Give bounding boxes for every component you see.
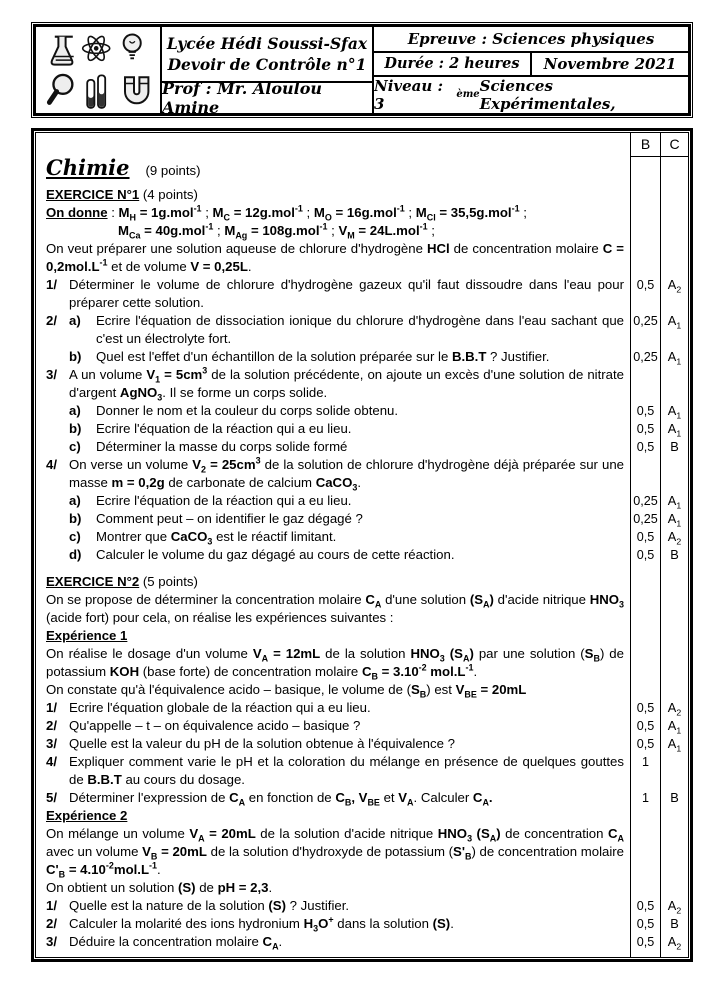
question-text: 2/ Qu'appelle – t – on équivalence acido – basique ? [46, 718, 361, 733]
competency-cell: $A_1$ [660, 348, 688, 366]
mark-cell [630, 807, 660, 825]
question-text: On veut préparer une solution aqueuse de chlorure d'hydrogène HCl de concentration molaire $C = 0,2mol.L^{-1}$ et de volume V = 0,25L. [46, 241, 625, 274]
given-data-line-2 [36, 222, 688, 240]
question-text: On constate qu'à l'équivalence acido – basique, le volume de $(S_B)$ est $V_{BE} = 20mL$ [46, 682, 527, 700]
competency-cell [660, 222, 688, 240]
grade-column-b-header: B [630, 133, 660, 157]
competency-cell [660, 825, 688, 879]
competency-cell [660, 753, 688, 789]
e2-q4 [36, 753, 688, 789]
question-text: EXERCICE N°2 (5 points) [46, 574, 198, 589]
question-text [36, 807, 630, 825]
exp2-intro-1 [36, 825, 688, 879]
level-label: Niveau : 3 ème Sciences Expérimentales, [374, 77, 616, 113]
mark-cell: 0,5 [630, 897, 660, 915]
question-text [36, 157, 630, 184]
e2-q3 [36, 735, 688, 753]
e1-q3 [36, 366, 688, 402]
exam-body [31, 128, 693, 962]
mark-cell: 0,5 [630, 915, 660, 933]
question-number: 2/ [46, 313, 57, 328]
question-text: $M_{Ca} = 40g.mol^{-1}$ ; $M_{Ag} = 108g.mol^{-1}$ ; $V_M = 24L.mol^{-1}$ ; [118, 221, 435, 241]
question-text: On réalise le dosage d'un volume $V_A = 12mL$ de la solution $HNO_3$ $(S_A)$ par une solution $(S_B)$ de potassium KOH (base forte) de concentration molaire $C_B = 3.10^{-2}$ $mol.L^{-1}$. [46, 646, 624, 682]
competency-cell: $A_2$ [660, 528, 688, 546]
grade-header-row [36, 133, 688, 157]
magnet-icon [125, 77, 148, 103]
competency-cell [660, 240, 688, 276]
document-title: Devoir de Contrôle n°1 [167, 55, 367, 74]
competency-cell: B [660, 546, 688, 564]
competency-cell: $A_1$ [660, 492, 688, 510]
competency-cell [660, 564, 688, 591]
question-number: 3/ [46, 367, 57, 382]
competency-cell: $A_2$ [660, 276, 688, 312]
mark-cell [630, 645, 660, 681]
competency-cell: $A_2$ [660, 897, 688, 915]
mark-cell [630, 456, 660, 492]
question-number: 4/ [46, 754, 57, 769]
question-number: 2/ [46, 916, 57, 931]
mark-cell: 0,5 [630, 546, 660, 564]
question-text: 5/ Déterminer l'expression de $C_A$ en fonction de $C_B$, $V_{BE}$ et $V_A$. Calculer $C_A$. [46, 790, 493, 808]
question-text: b) Quel est l'effet d'un échantillon de la solution préparée sur le B.B.T ? Justifier. [69, 349, 550, 364]
experiment-1-title [36, 627, 688, 645]
question-number: 5/ [46, 790, 57, 805]
competency-cell [660, 645, 688, 681]
competency-cell [660, 184, 688, 204]
e1-q3c [36, 438, 688, 456]
question-letter: a) [69, 493, 81, 508]
mark-cell: 0,5 [630, 933, 660, 951]
professor-name: Prof : Mr. Aloulou Amine [162, 79, 323, 117]
question-text: 2/ Calculer la molarité des ions hydronium $H_3O^+$ dans la solution (S). [46, 914, 454, 934]
e1-q4c [36, 528, 688, 546]
e1-q4b [36, 510, 688, 528]
mark-cell: 0,5 [630, 438, 660, 456]
question-text: b) Ecrire l'équation de la réaction qui a eu lieu. [69, 421, 352, 436]
question-number: 4/ [46, 457, 57, 472]
competency-cell [660, 681, 688, 699]
mark-cell [630, 366, 660, 402]
mark-cell [630, 157, 660, 184]
question-text: 3/ Déduire la concentration molaire $C_A$. [46, 934, 283, 952]
competency-cell [660, 204, 688, 222]
question-number: 1/ [46, 898, 57, 913]
question-text: a) Ecrire l'équation de la réaction qui a eu lieu. [69, 493, 352, 508]
e1-q2b [36, 348, 688, 366]
mark-cell: 0,25 [630, 492, 660, 510]
mark-cell [630, 204, 660, 222]
e2b-q2 [36, 915, 688, 933]
e1-q2a [36, 312, 688, 348]
e1-q4d [36, 546, 688, 564]
question-letter: b) [69, 511, 82, 526]
question-text: 2/ a) Ecrire l'équation de dissociation ionique du chlorure d'hydrogène dans l'eau sachant que c'est un électrolyte fort. [46, 313, 624, 346]
question-text: c) Déterminer la masse du corps solide formé [69, 439, 348, 454]
mark-cell: 0,5 [630, 420, 660, 438]
mark-cell [630, 591, 660, 627]
science-clipart-svg [44, 28, 152, 112]
exercise-2-title [36, 564, 688, 591]
question-text: b) Comment peut – on identifier le gaz dégagé ? [69, 511, 363, 526]
mark-cell: 0,5 [630, 528, 660, 546]
competency-cell: B [660, 789, 688, 807]
mark-cell [630, 825, 660, 879]
question-letter: a) [69, 403, 81, 418]
e1-q1 [36, 276, 688, 312]
question-letter: a) [69, 313, 81, 328]
question-letter: d) [69, 547, 82, 562]
mark-cell: 0,25 [630, 348, 660, 366]
mark-cell: 1 [630, 789, 660, 807]
magnifying-glass-icon [49, 75, 72, 102]
exp2-intro-2 [36, 879, 688, 897]
e2b-q1 [36, 897, 688, 915]
mark-cell: 0,25 [630, 510, 660, 528]
question-text: 3/ A un volume $V_1 = 5cm^3$ de la solution précédente, on ajoute un excès d'une solution de nitrate d'argent AgNO$_3$. Il se forme un corps solide. [46, 365, 624, 403]
question-text: EXERCICE N°1 (4 points) [46, 187, 198, 202]
beaker-icon [52, 37, 74, 65]
mark-cell: 0,5 [630, 699, 660, 717]
question-text: 1/ Déterminer le volume de chlorure d'hydrogène gazeux qu'il faut dissoudre dans l'eau pour préparer cette solution. [46, 277, 624, 310]
competency-cell: $A_2$ [660, 933, 688, 951]
competency-cell: $A_1$ [660, 420, 688, 438]
e2-q1 [36, 699, 688, 717]
question-text: 3/ Quelle est la valeur du pH de la solution obtenue à l'équivalence ? [46, 736, 455, 751]
exercise-2-intro [36, 591, 688, 627]
content-rows [36, 157, 688, 951]
mark-cell [630, 564, 660, 591]
question-text: On donne : $M_H = 1g.mol^{-1}$ ; $M_C = 12g.mol^{-1}$ ; $M_O = 16g.mol^{-1}$ ; $M_{Cl} = 35,5g.mol^{-1}$ ; [46, 203, 527, 223]
question-text: a) Donner le nom et la couleur du corps solide obtenu. [69, 403, 399, 418]
e1-q3a [36, 402, 688, 420]
exp1-intro-1 [36, 645, 688, 681]
question-number: 2/ [46, 718, 57, 733]
date-label: Novembre 2021 [543, 54, 677, 73]
question-text: 4/ Expliquer comment varie le pH et la coloration du mélange en présence de quelques gouttes de B.B.T au cours du dosage. [46, 754, 624, 787]
question-letter: c) [69, 439, 81, 454]
competency-cell: $A_1$ [660, 717, 688, 735]
subject-title: Chimie [46, 155, 130, 180]
question-number: 3/ [46, 736, 57, 751]
question-number: 3/ [46, 934, 57, 949]
exercise-title-text: EXERCICE N°1 [46, 187, 140, 202]
grade-column-c-header: C [660, 133, 688, 157]
mark-cell [630, 184, 660, 204]
e2b-q3 [36, 933, 688, 951]
competency-cell: $A_1$ [660, 312, 688, 348]
e2-q5 [36, 789, 688, 807]
exercise-1-title [36, 184, 688, 204]
mark-cell: 0,5 [630, 402, 660, 420]
question-text: d) Calculer le volume du gaz dégagé au cours de cette réaction. [69, 547, 455, 562]
question-text: On mélange un volume $V_A = 20mL$ de la solution d'acide nitrique $HNO_3$ $(S_A)$ de concentration $C_A$ avec un volume $V_B = 20mL$ de la solution d'hydroxyde de potassium $(S'_B)$ de concentration molaire $C'_B = 4.10^{-2}mol.L^{-1}$. [46, 826, 625, 880]
competency-cell: $A_1$ [660, 510, 688, 528]
competency-cell: $A_1$ [660, 735, 688, 753]
e1-q3b [36, 420, 688, 438]
question-text: 4/ On verse un volume $V_2 = 25cm^3$ de la solution de chlorure d'hydrogène déjà préparée sur une masse m = 0,2g de carbonate de calcium CaCO$_3$. [46, 455, 624, 493]
light-bulb-icon [124, 34, 141, 58]
epreuve-label: Epreuve : Sciences physiques [374, 27, 688, 53]
competency-cell: B [660, 915, 688, 933]
exp1-intro-2 [36, 681, 688, 699]
mark-cell [630, 681, 660, 699]
competency-cell [660, 366, 688, 402]
experiment-2-title [36, 807, 688, 825]
competency-cell [660, 157, 688, 184]
mark-cell [630, 627, 660, 645]
experiment-title-text: Expérience 1 [46, 628, 128, 643]
question-letter: b) [69, 421, 82, 436]
subject-points: (9 points) [145, 163, 201, 178]
e2-q2 [36, 717, 688, 735]
duration-label: Durée : 2 heures [374, 53, 532, 75]
atom-icon [83, 34, 110, 62]
grade-header-spacer [36, 133, 630, 157]
question-letter: b) [69, 349, 82, 364]
competency-cell: B [660, 438, 688, 456]
question-text: On obtient un solution (S) de pH = 2,3. [46, 880, 273, 895]
header-table [31, 22, 693, 118]
mark-cell [630, 240, 660, 276]
question-text: 1/ Ecrire l'équation globale de la réaction qui a eu lieu. [46, 700, 371, 715]
experiment-title-text: Expérience 2 [46, 808, 128, 823]
exercise-title-text: EXERCICE N°2 [46, 574, 140, 589]
mark-cell [630, 951, 660, 957]
school-name: Lycée Hédi Soussi-Sfax [166, 34, 368, 53]
mark-cell: 0,25 [630, 312, 660, 348]
mark-cell [630, 222, 660, 240]
subject-heading [36, 157, 688, 184]
question-text: 1/ Quelle est la nature de la solution (S) ? Justifier. [46, 898, 350, 913]
competency-cell [660, 807, 688, 825]
mark-cell: 0,5 [630, 276, 660, 312]
competency-cell [660, 456, 688, 492]
question-text: On se propose de déterminer la concentration molaire $C_A$ d'une solution $(S_A)$ d'acide nitrique $HNO_3$ (acide fort) pour cela, on réalise les expériences suivantes : [46, 592, 624, 625]
question-text [36, 627, 630, 645]
filler-row [36, 951, 688, 957]
given-data-line-1 [36, 204, 688, 222]
mark-cell: 0,5 [630, 717, 660, 735]
test-tubes-icon [87, 75, 105, 107]
exercise-1-intro [36, 240, 688, 276]
competency-cell [660, 879, 688, 897]
question-text: c) Montrer que CaCO$_3$ est le réactif limitant. [69, 529, 337, 547]
mark-cell: 1 [630, 753, 660, 789]
mark-cell [630, 879, 660, 897]
competency-cell [660, 627, 688, 645]
question-letter: c) [69, 529, 81, 544]
science-clipart [36, 27, 162, 113]
competency-cell: $A_2$ [660, 699, 688, 717]
e1-q4 [36, 456, 688, 492]
mark-cell: 0,5 [630, 735, 660, 753]
competency-cell [660, 951, 688, 957]
question-number: 1/ [46, 700, 57, 715]
question-number: 1/ [46, 277, 57, 292]
e1-q4a [36, 492, 688, 510]
competency-cell: $A_1$ [660, 402, 688, 420]
competency-cell [660, 591, 688, 627]
